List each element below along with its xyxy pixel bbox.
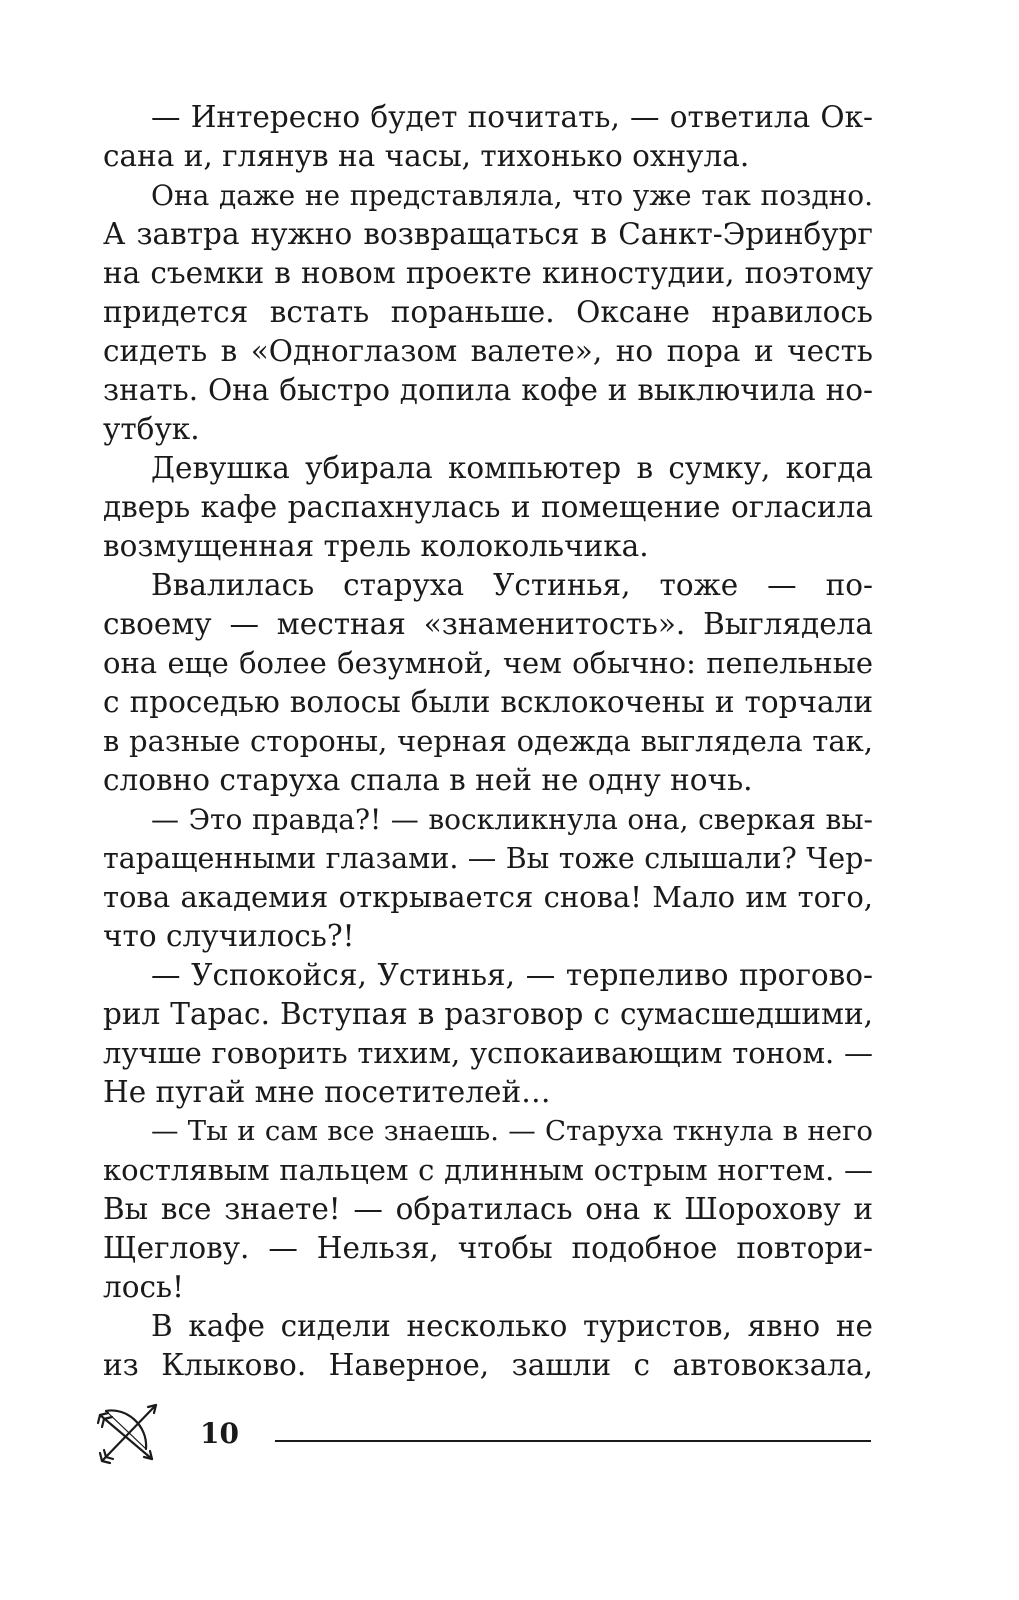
text-line: Ввалилась старуха Устинья, тоже — по- (151, 568, 873, 602)
text-line: лось! (103, 1270, 184, 1304)
text-line: лучше говорить тихим, успокаивающим тоном. — (103, 1036, 873, 1070)
text-line: — Ты и сам все знаешь. — Старуха ткнула в него (151, 1115, 873, 1147)
text-line: това академия открывается снова! Мало им того, (103, 880, 873, 914)
text-line: — Успокойся, Устинья, — терпеливо прогово- (151, 958, 873, 992)
text-line: она еще более безумной, чем обычно: пепельные (103, 646, 873, 680)
text-line: знать. Она быстро допила кофе и выключила но- (103, 373, 873, 407)
text-line: утбук. (103, 412, 200, 446)
text-line: рил Тарас. Вступая в разговор с сумасшедшими, (103, 997, 873, 1031)
text-line: из Клыково. Наверное, зашли с автовокзала, (103, 1348, 873, 1382)
text-line: возмущенная трель колокольчика. (103, 529, 649, 563)
text-line: А завтра нужно возвращаться в Санкт-Эринбург (103, 217, 873, 251)
text-line: — Интересно будет почитать, — ответила Ок- (151, 100, 873, 134)
page-number: 10 (200, 1417, 239, 1450)
text-line: придется встать пораньше. Оксане нравилось (103, 295, 873, 329)
text-line: что случилось?! (103, 919, 355, 953)
text-line: сана и, глянув на часы, тихонько охнула. (103, 139, 750, 173)
page-footer (0, 1395, 1019, 1475)
text-line: Вы все знаете! — обратилась она к Шорохову и (103, 1192, 873, 1226)
text-line: словно старуха спала в ней не одну ночь. (103, 763, 753, 797)
text-line: Девушка убирала компьютер в сумку, когда (151, 451, 873, 485)
text-line: — Это правда?! — воскликнула она, сверкая вы- (151, 803, 873, 836)
text-line: костлявым пальцем с длинным острым ногтем. — (103, 1153, 873, 1187)
text-line: своему — местная «знаменитость». Выглядела (103, 607, 873, 641)
text-line: на съемки в новом проекте киностудии, поэтому (103, 256, 873, 290)
text-line: Не пугай мне посетителей… (103, 1075, 551, 1109)
text-line: сидеть в «Одноглазом валете», но пора и честь (103, 334, 873, 368)
crossed-arrows-icon (96, 1397, 162, 1469)
body-text (103, 98, 873, 1385)
text-line: В кафе сидели несколько туристов, явно не (151, 1309, 873, 1343)
text-line: таращенными глазами. — Вы тоже слышали? Чер- (103, 842, 873, 875)
text-line: с проседью волосы были всклокочены и торчали (103, 685, 873, 719)
text-line: дверь кафе распахнулась и помещение огласила (103, 490, 873, 524)
footer-rule (275, 1440, 871, 1442)
text-line: Она даже не представляла, что уже так поздно. (151, 179, 873, 212)
text-line: Щеглову. — Нельзя, чтобы подобное повтори- (103, 1231, 873, 1265)
text-line: в разные стороны, черная одежда выглядела так, (103, 724, 873, 758)
